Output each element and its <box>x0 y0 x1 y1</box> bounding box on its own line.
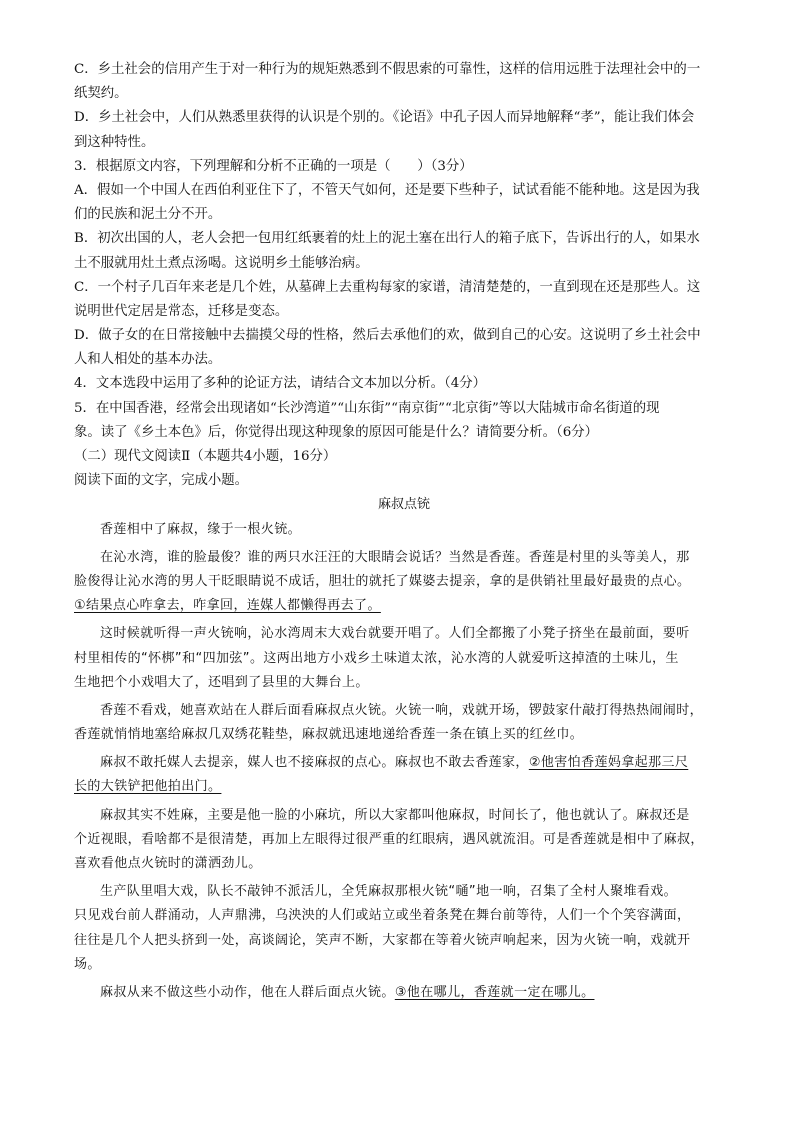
story-paragraph-3-line-3: 生地把个小戏唱大了，还唱到了县里的大舞台上。 <box>74 674 369 690</box>
q3-option-b-line-2: 土不服就用灶土煮点汤喝。这说明乡土能够治病。 <box>74 255 369 271</box>
story-paragraph-8-text: 麻叔从来不做这些小动作，他在人群后面点火铳。 <box>100 984 395 1000</box>
story-paragraph-3-line-1: 这时候就听得一声火铳响，沁水湾周末大戏台就要开唱了。人们全都搬了小凳子挤坐在最前面，要听 <box>100 626 690 642</box>
q3-option-a-line-2: 们的民族和泥土分不开。 <box>74 207 222 223</box>
story-paragraph-2-line-1: 在沁水湾，谁的脸最俊？谁的两只水汪汪的大眼睛会说话？当然是香莲。香莲是村里的头等美人，那 <box>100 549 690 565</box>
story-paragraph-8-line-1 <box>74 981 734 1005</box>
story-paragraph-4-line-2: 香莲就悄悄地塞给麻叔几双绣花鞋垫，麻叔就迅速地递给香莲一条在镇上买的红丝巾。 <box>74 727 584 743</box>
question-3: 3．根据原文内容，下列理解和分析不正确的一项是（ ）（3分） <box>74 158 473 174</box>
story-paragraph-7-line-4: 场。 <box>74 956 101 972</box>
option-d-line-1: D．乡土社会中，人们从熟悉里获得的认识是个别的。《论语》中孔子因人而异地解释“孝”，能让我们体会 <box>74 110 695 126</box>
underlined-sentence-2-part-2: 长的大铁铲把他拍出门。 <box>74 779 222 795</box>
question-4: 4．文本选段中运用了多种的论证方法，请结合文本加以分析。（4分） <box>74 376 487 392</box>
underlined-sentence-3: ③他在哪儿，香莲就一定在哪儿。 <box>394 984 595 1000</box>
story-paragraph-5-text: 麻叔不敢托媒人去提亲，媒人也不接麻叔的点心。麻叔也不敢去香莲家， <box>100 755 529 771</box>
story-paragraph-6-line-1: 麻叔其实不姓麻，主要是他一脸的小麻坑，所以大家都叫他麻叔，时间长了，他也就认了。麻叔还是 <box>100 807 690 823</box>
story-paragraph-6-line-3: 喜欢看他点火铳时的潇洒劲儿。 <box>74 856 262 871</box>
q3-option-c-line-1: C．一个村子几百年来老是几个姓，从墓碑上去重构每家的家谱，清清楚楚的，一直到现在还是那些人。这 <box>74 279 701 295</box>
story-paragraph-5-line-2 <box>74 775 734 799</box>
q3-option-b-line-1: B．初次出国的人，老人会把一包用红纸裹着的灶上的泥土塞在出行人的箱子底下，告诉出行的人，如果水 <box>74 231 700 247</box>
story-paragraph-2-line-3 <box>74 594 734 618</box>
section-heading: （二）现代文阅读Ⅱ（本题共4小题，16分） <box>74 449 337 464</box>
question-5-line-1: 5．在中国香港，经常会出现诸如“长沙湾道”“山东街”“南京街”“北京街”等以大陆城市命名街道的现 <box>74 400 660 416</box>
story-paragraph-7-line-3: 往往是几个人把头挤到一处，高谈阔论，笑声不断，大家都在等着火铳声响起来，因为火铳一响，戏就开 <box>74 932 691 948</box>
option-c-line-2: 纸契约。 <box>74 86 128 102</box>
q3-option-c-line-2: 说明世代定居是常态，迁移是变态。 <box>74 303 289 319</box>
underlined-sentence-1: ①结果点心咋拿去，咋拿回，连媒人都懒得再去了。 <box>74 598 381 614</box>
reading-instruction: 阅读下面的文字，完成小题。 <box>74 473 249 489</box>
story-title: 麻叔点铳 <box>377 497 430 513</box>
story-paragraph-5-line-1 <box>74 751 734 775</box>
document-page <box>74 58 734 1005</box>
underlined-sentence-2-part-1: ②他害怕香莲妈拿起那三尺 <box>528 755 689 771</box>
q3-option-d-line-2: 人和人相处的基本办法。 <box>74 352 222 368</box>
question-5-line-2: 象。读了《乡土本色》后，你觉得出现这种现象的原因可能是什么？请简要分析。（6分） <box>74 424 599 440</box>
option-d-line-2: 到这种特性。 <box>74 134 155 150</box>
q3-option-d-line-1: D．做子女的在日常接触中去揣摸父母的性格，然后去承他们的欢，做到自己的心安。这说明了乡土社会中 <box>74 328 701 344</box>
story-paragraph-3-line-2: 村里相传的“怀梆”和“四加弦”。这两出地方小戏乡土味道太浓，沁水湾的人就爱听这掉渣的土味儿，生 <box>74 650 679 666</box>
option-c-line-1: C．乡土社会的信用产生于对一种行为的规矩熟悉到不假思索的可靠性，这样的信用远胜于法理社会中的一 <box>74 62 701 77</box>
q3-option-a-line-1: A．假如一个中国人在西伯利亚住下了，不管天气如何，还是要下些种子，试试看能不能种地。这是因为我 <box>74 182 700 198</box>
story-paragraph-7-line-1: 生产队里唱大戏，队长不敲钟不派活儿，全凭麻叔那根火铳“嗵”地一响，召集了全村人聚堆看戏。 <box>100 884 678 900</box>
story-paragraph-6-line-2: 个近视眼，看啥都不是很清楚，再加上左眼得过很严重的红眼病，遇风就流泪。可是香莲就是相中了麻叔， <box>74 831 704 847</box>
story-paragraph-2-line-2: 脸俊得让沁水湾的男人干眨眼睛说不成话，胆壮的就托了媒婆去提亲，拿的是供销社里最好最贵的点心。 <box>74 573 691 589</box>
story-paragraph-7-line-2: 只见戏台前人群涌动，人声鼎沸，乌泱泱的人们或站立或坐着条凳在舞台前等待，人们一个个笑容满面， <box>74 908 691 924</box>
story-paragraph-4-line-1: 香莲不看戏，她喜欢站在人群后面看麻叔点火铳。火铳一响，戏就开场，锣鼓家什敲打得热热闹闹时， <box>100 702 704 718</box>
story-paragraph-1: 香莲相中了麻叔，缘于一根火铳。 <box>100 521 302 537</box>
